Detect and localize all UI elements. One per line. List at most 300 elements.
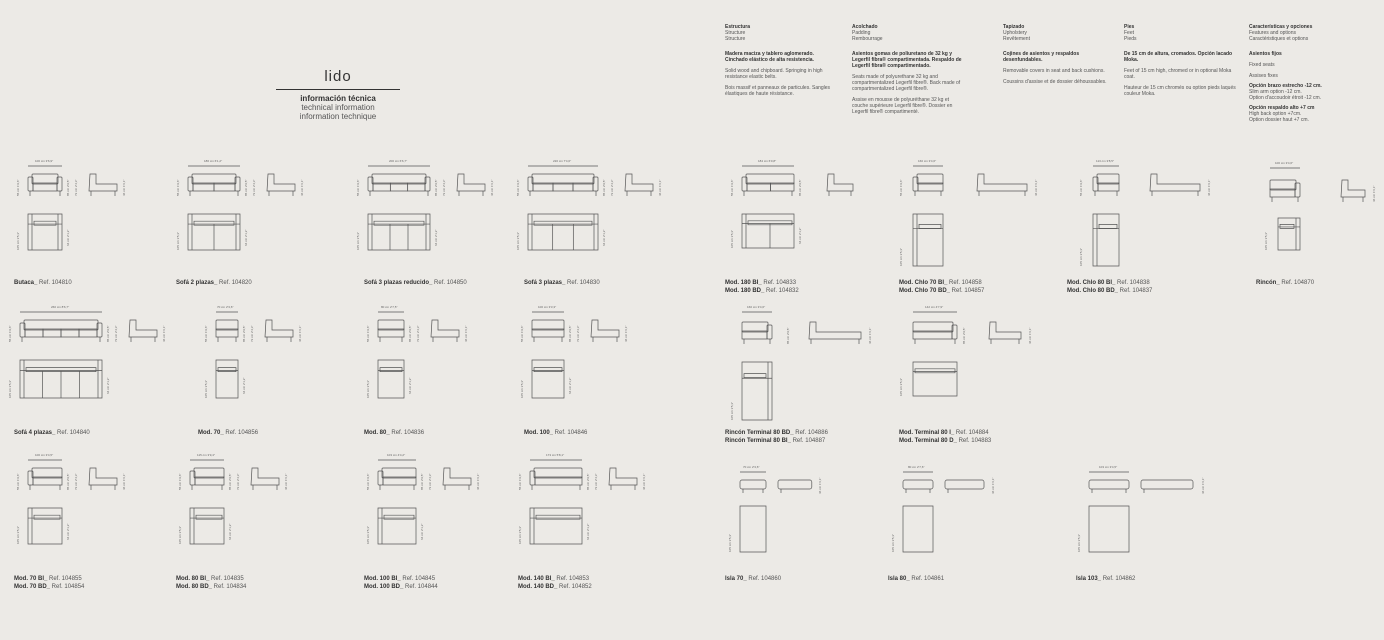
- dimension-label: 105 cm 3'5,3": [356, 231, 360, 250]
- dimension-label: 72 cm 2'4,3": [416, 325, 420, 342]
- dimension-label: 72 cm 2'4,3": [594, 473, 598, 490]
- cushion-top: [915, 369, 955, 373]
- spec-bold-text: Opción respaldo alto +7 cm: [1249, 105, 1315, 111]
- spec-heading: Tapizado: [1003, 24, 1025, 30]
- caption-line: [364, 279, 467, 287]
- side-outline: [1341, 180, 1365, 197]
- dimension-line: [530, 457, 582, 461]
- back-cushion: [382, 468, 416, 478]
- cushion-top: [1280, 224, 1294, 228]
- spec-text: Feet of 15 cm high, chromed or in optional Moka coat.: [1124, 68, 1232, 80]
- product-caption: [1067, 279, 1152, 295]
- model-reference: Ref. 104845: [400, 576, 436, 582]
- side-outline: [989, 322, 1021, 339]
- side-view: [826, 172, 854, 198]
- dimension-label: 105 cm 3'5,3": [518, 525, 522, 544]
- dimension-label: 64 cm 2'1,2": [602, 229, 606, 246]
- spec-heading: Características y opciones: [1249, 24, 1313, 30]
- dimension-label: 85 cm 2'9,5": [568, 325, 572, 342]
- dimension-label: 85 cm 2'9,5": [106, 325, 110, 342]
- dimension-label: 46 cm 1'6,1": [1201, 477, 1205, 494]
- spec-heading: Feet: [1124, 30, 1135, 36]
- island-plan-outline: [1089, 506, 1129, 552]
- dimension-label: 55 cm 1'9,6": [176, 179, 180, 196]
- dimension-label: 46 cm 1'6,1": [122, 473, 126, 490]
- island-plan-outline: [740, 506, 766, 552]
- caption-line: [364, 575, 438, 583]
- caption-line: [725, 279, 799, 287]
- dimension-label: 260 cm 8'6,7": [51, 305, 70, 309]
- island-side: [778, 478, 812, 494]
- cushion-top: [536, 515, 580, 519]
- spec-text: Solid wood and chipboard. Springing in high resistance elastic belts.: [725, 68, 823, 80]
- dimension-label: 64 cm 2'1,2": [420, 523, 424, 540]
- caption-line: [524, 279, 600, 287]
- dimension-line: [190, 457, 224, 461]
- caption-line: [899, 437, 991, 445]
- dimension-line: [913, 163, 943, 167]
- side-view: [590, 318, 620, 344]
- model-name: Sofá 2 plazas_: [176, 280, 218, 286]
- spec-heading: Acolchado: [852, 24, 878, 30]
- side-outline: [265, 320, 293, 337]
- product-caption: [888, 575, 944, 583]
- side-outline: [977, 174, 1027, 191]
- dimension-line: [742, 163, 794, 167]
- dimension-label: 70 cm 2'3,6": [217, 305, 234, 309]
- model-reference: Ref. 104832: [764, 288, 799, 294]
- side-outline: [827, 174, 853, 191]
- product-caption: [1256, 279, 1314, 287]
- dimension-label: 72 cm 2'4,3": [74, 179, 78, 196]
- spec-heading: Caractéristiques et options: [1249, 36, 1309, 42]
- product-caption: [364, 575, 438, 591]
- model-reference: Ref. 104855: [47, 576, 82, 582]
- spec-text: Option d'accoudoir étroit -12 cm.: [1249, 95, 1322, 101]
- plan-outline: [378, 508, 416, 544]
- front-view: [378, 318, 404, 344]
- dimension-label: 64 cm 2'1,2": [228, 523, 232, 540]
- plan-view: [190, 508, 224, 544]
- dimension-label: 105 cm 3'5,3": [899, 377, 903, 396]
- product-caption: [725, 575, 781, 583]
- side-view: [976, 172, 1028, 198]
- dimension-label: 105 cm 3'5,3": [16, 231, 20, 250]
- dimension-label: 46 cm 1'6,1": [1028, 327, 1032, 344]
- model-reference: Ref. 104854: [50, 584, 85, 590]
- front-view: [913, 172, 943, 198]
- dimension-label: 46 cm 1'6,1": [464, 325, 468, 342]
- plan-outline: [28, 508, 62, 544]
- plan-outline: [913, 362, 957, 396]
- dimension-label: 55 cm 1'9,6": [899, 179, 903, 196]
- dimension-label: 100 cm 3'6,9": [35, 159, 54, 163]
- side-outline: [89, 174, 117, 191]
- dimension-label: 100 cm 3'4,5": [35, 453, 54, 457]
- side-outline: [251, 468, 279, 485]
- plan-outline: [190, 508, 224, 544]
- model-reference: Ref. 104833: [761, 280, 797, 286]
- dimension-label: 105 cm 3'5,3": [176, 231, 180, 250]
- plan-view: [368, 214, 430, 250]
- model-name: Mod. Chlo 70 BD_: [899, 288, 951, 294]
- back-cushion: [1097, 174, 1119, 184]
- model-reference: Ref. 104850: [432, 280, 467, 286]
- model-name: Mod. 100 BI_: [364, 576, 401, 582]
- plan-view: [913, 214, 943, 266]
- spec-column: [1124, 24, 1236, 97]
- dimension-label: 85 cm 2'9,5": [962, 327, 966, 344]
- plan-view: [742, 362, 772, 420]
- front-view: [190, 466, 224, 492]
- title-spanish: información técnica: [300, 94, 376, 103]
- dimension-line: [28, 457, 62, 461]
- spec-heading: Revêtement: [1003, 36, 1030, 42]
- product-caption: [725, 279, 799, 295]
- side-outline: [129, 320, 157, 337]
- front-view: [1270, 178, 1300, 204]
- dimension-label: 55 cm 1'9,6": [178, 473, 182, 490]
- model-reference: Ref. 104852: [557, 584, 592, 590]
- spec-heading: Structure: [725, 30, 746, 36]
- model-name: Isla 70_: [725, 576, 747, 582]
- caption-line: [524, 429, 587, 437]
- dimension-label: 72 cm 2'4,3": [610, 179, 614, 196]
- dimension-label: 55 cm 1'9,6": [204, 325, 208, 342]
- dimension-label: 105 cm 3'5,3": [520, 379, 524, 398]
- island-cushion: [778, 480, 812, 489]
- dimension-label: 64 cm 2'1,2": [798, 227, 802, 244]
- front-view: [742, 320, 772, 346]
- back-cushion: [194, 468, 224, 478]
- dimension-label: 103 cm 3'4,5": [1099, 465, 1118, 469]
- spec-heading: Features and options: [1249, 30, 1296, 36]
- front-view: [742, 172, 794, 198]
- caption-line: [725, 575, 781, 583]
- dimension-line: [378, 457, 416, 461]
- dimension-label: 80 cm 2'7,6": [908, 465, 925, 469]
- caption-line: [899, 279, 984, 287]
- dimension-label: 64 cm 2'1,2": [408, 377, 412, 394]
- model-reference: Ref. 104820: [217, 280, 252, 286]
- front-view: [532, 318, 564, 344]
- plan-view: [216, 360, 238, 398]
- model-name: Mod. 100_: [524, 430, 554, 436]
- dimension-label: 55 cm 1'9,6": [520, 325, 524, 342]
- product-caption: [14, 429, 90, 437]
- plan-outline: [378, 360, 404, 398]
- dimension-label: 105 cm 3'5,3": [891, 533, 895, 552]
- dimension-line: [528, 163, 598, 167]
- spec-column: [725, 24, 837, 97]
- model-reference: Ref. 104846: [553, 430, 588, 436]
- dimension-label: 55 cm 1'9,6": [730, 179, 734, 196]
- dimension-label: 142 cm 4'7,9": [925, 305, 944, 309]
- side-view: [988, 320, 1022, 346]
- caption-line: [176, 583, 246, 591]
- dimension-line: [532, 309, 564, 313]
- back-cushion: [917, 174, 943, 184]
- dimension-label: 105 cm 3'5,3": [516, 231, 520, 250]
- island-cushion: [740, 480, 766, 489]
- dimension-label: 160 cm 3'4,6": [747, 305, 766, 309]
- back-cushion: [192, 174, 236, 184]
- dimension-label: 85 cm 2'9,5": [408, 325, 412, 342]
- model-reference: Ref. 104884: [954, 430, 989, 436]
- spec-heading: Pies: [1124, 24, 1135, 30]
- back-cushion: [742, 322, 768, 332]
- caption-line: [14, 583, 84, 591]
- dimension-label: 85 cm 2'9,5": [602, 179, 606, 196]
- dimension-label: 64 cm 2'1,2": [66, 523, 70, 540]
- front-view: [28, 466, 62, 492]
- front-view: [216, 318, 238, 344]
- cushion-top: [196, 515, 222, 519]
- product-caption: [524, 429, 587, 437]
- dimension-label: 85 cm 2'9,5": [798, 179, 802, 196]
- product-caption: [524, 279, 600, 287]
- dimension-label: 55 cm 1'9,6": [518, 473, 522, 490]
- spec-heading: Upholstery: [1003, 30, 1027, 36]
- spec-text: Coussins d'assise et de dossier déhoussables.: [1003, 79, 1107, 85]
- plan-outline: [28, 214, 62, 250]
- cushion-top: [534, 368, 562, 372]
- title-french: information technique: [299, 112, 377, 121]
- dimension-label: 100 cm 3'3,3": [538, 305, 557, 309]
- dimension-label: 103 cm 4'4,2": [387, 453, 406, 457]
- dimension-label: 64 cm 2'1,2": [434, 229, 438, 246]
- dimension-label: 100 cm 3'4,6": [1275, 161, 1294, 165]
- back-cushion: [532, 320, 564, 330]
- model-name: Rincón Terminal 80 BI_: [725, 438, 791, 444]
- plan-view: [378, 360, 404, 398]
- dimension-line: [742, 309, 772, 313]
- model-reference: Ref. 104844: [403, 584, 438, 590]
- caption-line: [725, 429, 828, 437]
- caption-line: [1067, 287, 1152, 295]
- model-name: Mod. Chlo 80 BD_: [1067, 288, 1119, 294]
- dimension-label: 46 cm 1'6,1": [818, 477, 823, 494]
- plan-view: [188, 214, 240, 250]
- spec-text: High back option +7cm.: [1249, 111, 1302, 117]
- dimension-label: 55 cm 1'9,6": [8, 325, 12, 342]
- dimension-label: 184 cm 6'0,8": [758, 159, 777, 163]
- dimension-label: 46 cm 1'6,1": [162, 325, 166, 342]
- island-plan-outline: [903, 506, 933, 552]
- spec-column: [1249, 24, 1361, 123]
- side-view: [430, 318, 460, 344]
- side-outline: [431, 320, 459, 337]
- model-name: Mod. 70 BI_: [14, 576, 48, 582]
- plan-outline: [216, 360, 238, 398]
- side-view: [1340, 178, 1366, 204]
- model-reference: Ref. 104860: [746, 576, 782, 582]
- island-cushion: [903, 480, 933, 489]
- dimension-line: [188, 163, 240, 167]
- back-cushion: [746, 174, 794, 184]
- plan-view: [530, 508, 582, 544]
- product-caption: [518, 575, 592, 591]
- model-reference: Ref. 104857: [950, 288, 985, 294]
- model-reference: Ref. 104870: [1279, 280, 1315, 286]
- model-reference: Ref. 104858: [947, 280, 982, 286]
- model-reference: Ref. 104835: [209, 576, 244, 582]
- dimension-label: 64 cm 2'1,2": [106, 377, 110, 394]
- island-plan: [740, 506, 766, 552]
- plan-view: [20, 360, 102, 398]
- plan-view: [378, 508, 416, 544]
- spec-text: Option dossier haut +7 cm.: [1249, 117, 1309, 123]
- side-view: [88, 466, 118, 492]
- dimension-label: 105 cm 3'5,3": [728, 533, 732, 552]
- dimension-label: 72 cm 2'4,3": [428, 473, 432, 490]
- dimension-label: 64 cm 2'1,2": [66, 229, 70, 246]
- spec-bold-text: Asientos fijos: [1249, 51, 1282, 57]
- back-cushion: [372, 174, 426, 184]
- spec-text: Assise en mousse de polyuréthane 32 kg et couche supérieure Legerfil fibre®. Dossier en Legerfil fibre® compartimenté.: [852, 97, 953, 115]
- spec-bold-text: De 15 cm de altura, cromados. Opción lacado Moka.: [1124, 51, 1233, 63]
- plan-view: [532, 360, 564, 398]
- front-view: [20, 318, 102, 344]
- dimension-line: [20, 309, 102, 313]
- dimension-label: 72 cm 2'4,3": [74, 473, 78, 490]
- plan-outline: [742, 214, 794, 248]
- cushion-top: [1099, 224, 1117, 228]
- plan-view: [528, 214, 598, 250]
- model-reference: Ref. 104830: [565, 280, 600, 286]
- dimension-label: 72 cm 2'4,3": [576, 325, 580, 342]
- dimension-line: [216, 309, 238, 313]
- model-name: Mod. 180 BD_: [725, 288, 765, 294]
- dimension-label: 72 cm 2'4,3": [114, 325, 118, 342]
- model-name: Mod. 80_: [364, 430, 390, 436]
- model-reference: Ref. 104887: [790, 438, 826, 444]
- model-name: Mod. 70 BD_: [14, 584, 51, 590]
- dimension-label: 105 cm 3'5,3": [366, 379, 370, 398]
- model-name: Rincón_: [1256, 280, 1280, 286]
- dimension-label: 55 cm 1'9,6": [16, 473, 20, 490]
- front-view: [1093, 172, 1119, 198]
- dimension-label: 85 cm 2'9,5": [244, 179, 248, 196]
- model-name: Mod. 140 BD_: [518, 584, 558, 590]
- dimension-label: 220 cm 7'4,6": [553, 159, 572, 163]
- back-cushion: [534, 468, 582, 478]
- dimension-label: 85 cm 2'9,5": [66, 179, 70, 196]
- cushion-top: [384, 515, 414, 519]
- model-name: Rincón Terminal 80 BD_: [725, 430, 794, 436]
- side-view: [264, 318, 294, 344]
- cushion-top: [34, 221, 56, 225]
- cushion-top: [380, 368, 402, 372]
- island-front: [740, 478, 766, 494]
- dimension-label: 173 cm 5'8,1": [546, 453, 565, 457]
- model-reference: Ref. 104856: [223, 430, 259, 436]
- plan-view: [1278, 218, 1300, 250]
- caption-line: [1067, 279, 1152, 287]
- island-side: [945, 478, 984, 494]
- spec-bold-text: Cojines de asientos y respaldos desenfundables.: [1003, 51, 1080, 63]
- model-name: Butaca_: [14, 280, 38, 286]
- dimension-line: [1089, 469, 1129, 473]
- model-name: Isla 80_: [888, 576, 910, 582]
- model-name: Mod. Chlo 70 BI_: [899, 280, 948, 286]
- front-view: [913, 320, 957, 346]
- cushion-top: [534, 221, 592, 225]
- dimension-label: 46 cm 1'6,1": [300, 179, 304, 196]
- caption-line: [198, 429, 258, 437]
- spec-heading: Structure: [725, 36, 746, 42]
- plan-outline: [368, 214, 430, 250]
- model-reference: Ref. 104810: [37, 280, 72, 286]
- dimension-label: 46 cm 1'6,1": [1034, 179, 1038, 196]
- cushion-top: [34, 515, 60, 519]
- caption-line: [518, 583, 592, 591]
- island-front: [903, 478, 933, 494]
- dimension-label: 160 cm 3'4,6": [918, 159, 937, 163]
- caption-line: [888, 575, 944, 583]
- dimension-label: 46 cm 1'6,1": [1372, 185, 1376, 202]
- dimension-label: 72 cm 2'4,3": [250, 325, 254, 342]
- dimension-line: [913, 309, 957, 313]
- side-outline: [89, 468, 117, 485]
- model-name: Sofá 4 plazas_: [14, 430, 56, 436]
- caption-line: [518, 575, 592, 583]
- dimension-label: 72 cm 2'4,3": [252, 179, 256, 196]
- model-reference: Ref. 104836: [389, 430, 425, 436]
- dimension-label: 46 cm 1'6,1": [490, 179, 494, 196]
- caption-line: [364, 429, 424, 437]
- model-reference: Ref. 104862: [1101, 576, 1136, 582]
- dimension-line: [368, 163, 430, 167]
- side-outline: [267, 174, 295, 191]
- product-caption: [364, 429, 424, 437]
- model-name: Mod. 100 BD_: [364, 584, 404, 590]
- product-caption: [176, 279, 252, 287]
- side-view: [266, 172, 296, 198]
- dimension-label: 105 cm 3'5,3": [204, 379, 208, 398]
- dimension-label: 85 cm 2'9,5": [586, 473, 590, 490]
- dimension-line: [28, 163, 62, 167]
- island-plan: [1089, 506, 1129, 552]
- dimension-label: 115 cm 3'9,4": [197, 453, 215, 457]
- model-name: Sofá 3 plazas reducido_: [364, 280, 433, 286]
- dimension-label: 105 cm 3'5,3": [366, 525, 370, 544]
- model-name: Mod. Terminal 80 I_: [899, 430, 955, 436]
- product-caption: [899, 429, 991, 445]
- side-view: [624, 172, 654, 198]
- dimension-label: 105 cm 3'5,3": [730, 401, 734, 420]
- island-plan: [903, 506, 933, 552]
- model-name: Mod. 80 BI_: [176, 576, 210, 582]
- side-outline: [809, 322, 861, 339]
- dimension-label: 64 cm 2'1,2": [244, 229, 248, 246]
- plan-outline: [1278, 218, 1300, 250]
- cushion-top: [374, 221, 424, 225]
- island-front: [1089, 478, 1129, 494]
- model-reference: Ref. 104838: [1115, 280, 1150, 286]
- caption-line: [725, 287, 799, 295]
- island-side: [1141, 478, 1193, 494]
- spec-column: [852, 24, 964, 115]
- front-view: [368, 172, 430, 198]
- back-cushion: [216, 320, 238, 330]
- model-name: Mod. 140 BI_: [518, 576, 555, 582]
- caption-line: [14, 279, 72, 287]
- spec-text: Assises fixes: [1249, 73, 1278, 79]
- dimension-label: 85 cm 2'9,5": [242, 325, 246, 342]
- model-name: Isla 103_: [1076, 576, 1102, 582]
- island-cushion: [1089, 480, 1129, 489]
